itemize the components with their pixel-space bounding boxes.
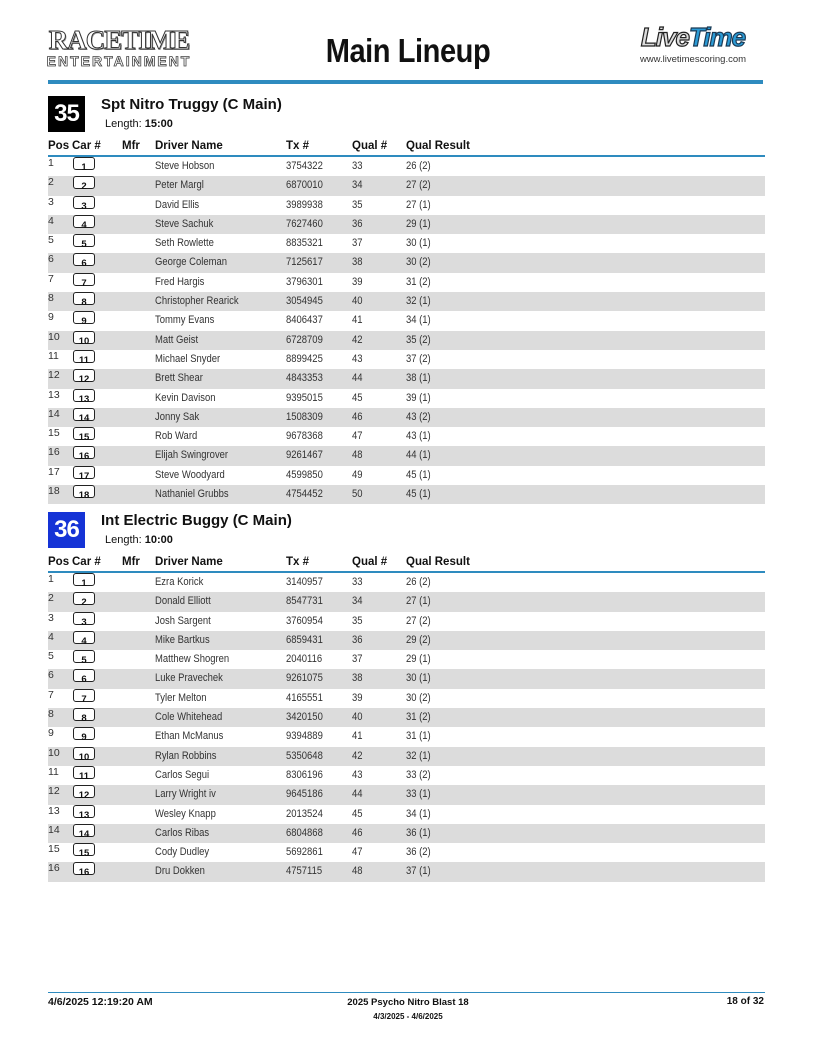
col-qual-result: Qual Result xyxy=(406,140,470,152)
table-row xyxy=(48,369,765,388)
col-car: Car # xyxy=(72,140,101,152)
cell-qual: 34 xyxy=(352,179,363,192)
cell-qual-result: 30 (2) xyxy=(406,691,431,704)
table-row xyxy=(48,612,765,631)
table-row xyxy=(48,292,765,311)
cell-qual-result: 27 (1) xyxy=(406,595,431,608)
logo-line2: ENTERTAINMENT xyxy=(46,53,192,69)
cell-pos: 8 xyxy=(48,708,54,721)
cell-qual-result: 37 (2) xyxy=(406,352,431,365)
cell-pos: 1 xyxy=(48,573,54,585)
cell-qual-result: 27 (2) xyxy=(406,179,431,192)
car-number-box: 10 xyxy=(73,331,95,344)
cell-pos: 3 xyxy=(48,195,54,208)
cell-driver: Christopher Rearick xyxy=(155,295,239,308)
cell-qual: 40 xyxy=(352,711,363,724)
header-divider xyxy=(48,80,763,84)
car-number-box: 6 xyxy=(73,669,95,682)
cell-qual-result: 31 (2) xyxy=(406,711,431,724)
table-row xyxy=(48,573,765,592)
cell-pos: 4 xyxy=(48,214,54,227)
car-number-box: 6 xyxy=(73,253,95,266)
cell-pos: 7 xyxy=(48,272,54,285)
table-row xyxy=(48,747,765,766)
cell-driver: Carlos Ribas xyxy=(155,826,210,839)
cell-tx: 7627460 xyxy=(286,217,323,230)
cell-driver: Carlos Segui xyxy=(155,768,210,781)
cell-pos: 1 xyxy=(48,157,54,169)
cell-driver: Kevin Davison xyxy=(155,391,216,404)
cell-tx: 8547731 xyxy=(286,595,323,608)
car-number-box: 15 xyxy=(73,427,95,440)
cell-pos: 5 xyxy=(48,650,54,663)
table-row xyxy=(48,689,765,708)
livetime-logo xyxy=(620,22,766,65)
cell-qual: 48 xyxy=(352,449,363,462)
table-row xyxy=(48,708,765,727)
cell-qual-result: 34 (1) xyxy=(406,807,431,820)
car-number-box: 7 xyxy=(73,273,95,286)
col-tx: Tx # xyxy=(286,140,310,152)
cell-driver: Rob Ward xyxy=(155,430,198,443)
car-number-box: 11 xyxy=(73,766,95,779)
cell-tx: 9678368 xyxy=(286,430,323,443)
cell-qual-result: 36 (1) xyxy=(406,826,431,839)
cell-pos: 9 xyxy=(48,311,54,324)
table-row xyxy=(48,631,765,650)
race-length xyxy=(105,534,173,546)
car-number-box: 13 xyxy=(73,805,95,818)
cell-tx: 9394889 xyxy=(286,730,323,743)
car-number-box: 9 xyxy=(73,311,95,324)
lineup-table xyxy=(48,573,765,882)
col-pos: Pos xyxy=(48,140,70,152)
footer-event xyxy=(0,997,816,1021)
cell-qual: 47 xyxy=(352,430,363,443)
table-row xyxy=(48,196,765,215)
col-tx: Tx # xyxy=(286,556,310,568)
cell-pos: 11 xyxy=(48,765,59,778)
cell-driver: Michael Snyder xyxy=(155,352,221,365)
table-row xyxy=(48,273,765,292)
cell-qual-result: 35 (2) xyxy=(406,333,431,346)
car-number-box: 18 xyxy=(73,485,95,498)
cell-qual: 43 xyxy=(352,352,363,365)
cell-tx: 3989938 xyxy=(286,198,323,211)
cell-qual-result: 33 (2) xyxy=(406,768,431,781)
cell-pos: 6 xyxy=(48,253,54,266)
cell-tx: 3754322 xyxy=(286,160,323,172)
cell-qual-result: 43 (2) xyxy=(406,410,431,423)
table-row xyxy=(48,427,765,446)
cell-tx: 9645186 xyxy=(286,788,323,801)
cell-qual-result: 44 (1) xyxy=(406,449,431,462)
cell-qual-result: 43 (1) xyxy=(406,430,431,443)
cell-pos: 2 xyxy=(48,592,54,605)
car-number-box: 8 xyxy=(73,708,95,721)
cell-pos: 17 xyxy=(48,465,60,478)
cell-qual-result: 30 (1) xyxy=(406,672,431,685)
cell-tx: 8406437 xyxy=(286,314,323,327)
cell-qual: 45 xyxy=(352,391,363,404)
cell-tx: 8835321 xyxy=(286,237,323,250)
cell-qual: 42 xyxy=(352,749,363,762)
cell-qual-result: 27 (1) xyxy=(406,198,431,211)
cell-tx: 3760954 xyxy=(286,614,323,627)
cell-pos: 10 xyxy=(48,330,60,343)
cell-qual-result: 26 (2) xyxy=(406,576,431,588)
cell-tx: 3054945 xyxy=(286,295,323,308)
race-name: Int Electric Buggy (C Main) xyxy=(101,512,292,529)
cell-tx: 4754452 xyxy=(286,488,323,501)
cell-qual: 48 xyxy=(352,865,363,878)
cell-driver: Seth Rowlette xyxy=(155,237,214,250)
cell-driver: Jonny Sak xyxy=(155,410,200,423)
cell-driver: Mike Bartkus xyxy=(155,633,210,646)
cell-driver: Ezra Korick xyxy=(155,576,204,588)
cell-qual-result: 36 (2) xyxy=(406,846,431,859)
table-row xyxy=(48,157,765,176)
cell-pos: 13 xyxy=(48,804,60,817)
cell-pos: 10 xyxy=(48,746,60,759)
table-row xyxy=(48,669,765,688)
cell-pos: 14 xyxy=(48,407,60,420)
cell-qual-result: 32 (1) xyxy=(406,749,431,762)
cell-pos: 18 xyxy=(48,485,60,498)
length-label: Length: xyxy=(105,534,142,546)
car-number-box: 16 xyxy=(73,862,95,875)
cell-qual-result: 32 (1) xyxy=(406,295,431,308)
cell-tx: 9261075 xyxy=(286,672,323,685)
cell-qual: 35 xyxy=(352,614,363,627)
car-number-box: 14 xyxy=(73,824,95,837)
length-value: 15:00 xyxy=(144,118,173,130)
cell-tx: 5350648 xyxy=(286,749,323,762)
table-row xyxy=(48,824,765,843)
cell-qual-result: 31 (2) xyxy=(406,275,431,288)
table-row xyxy=(48,466,765,485)
cell-tx: 4165551 xyxy=(286,691,323,704)
table-row xyxy=(48,311,765,330)
cell-qual-result: 45 (1) xyxy=(406,468,431,481)
cell-driver: Cole Whitehead xyxy=(155,711,223,724)
cell-pos: 7 xyxy=(48,688,54,701)
cell-driver: Ethan McManus xyxy=(155,730,224,743)
car-number-box: 3 xyxy=(73,196,95,209)
cell-qual-result: 37 (1) xyxy=(406,865,431,878)
cell-qual: 40 xyxy=(352,295,363,308)
col-pos: Pos xyxy=(48,556,70,568)
cell-driver: Matthew Shogren xyxy=(155,653,230,666)
car-number-box: 3 xyxy=(73,612,95,625)
cell-tx: 1508309 xyxy=(286,410,323,423)
cell-driver: Steve Hobson xyxy=(155,160,215,172)
cell-pos: 15 xyxy=(48,843,60,856)
col-driver: Driver Name xyxy=(155,556,223,568)
cell-qual: 34 xyxy=(352,595,363,608)
cell-qual: 44 xyxy=(352,788,363,801)
table-row xyxy=(48,446,765,465)
cell-driver: Nathaniel Grubbs xyxy=(155,488,229,501)
cell-tx: 5692861 xyxy=(286,846,323,859)
cell-tx: 3140957 xyxy=(286,576,323,588)
table-row xyxy=(48,785,765,804)
cell-qual-result: 45 (1) xyxy=(406,488,431,501)
cell-qual: 37 xyxy=(352,653,363,666)
cell-pos: 12 xyxy=(48,785,60,798)
cell-qual: 36 xyxy=(352,217,363,230)
car-number-box: 17 xyxy=(73,466,95,479)
footer-timestamp: 4/6/2025 12:19:20 AM xyxy=(48,996,153,1008)
race-number-badge: 36 xyxy=(48,512,85,548)
car-number-box: 12 xyxy=(73,369,95,382)
cell-driver: Wesley Knapp xyxy=(155,807,216,820)
livetime-url: www.livetimescoring.com xyxy=(639,54,747,65)
cell-qual-result: 30 (1) xyxy=(406,237,431,250)
cell-qual-result: 29 (2) xyxy=(406,633,431,646)
cell-driver: Fred Hargis xyxy=(155,275,205,288)
cell-qual: 36 xyxy=(352,633,363,646)
cell-tx: 6804868 xyxy=(286,826,323,839)
car-number-box: 2 xyxy=(73,176,95,189)
cell-qual-result: 29 (1) xyxy=(406,217,431,230)
cell-qual-result: 33 (1) xyxy=(406,788,431,801)
car-number-box: 5 xyxy=(73,650,95,663)
cell-driver: David Ellis xyxy=(155,198,200,211)
cell-driver: Tommy Evans xyxy=(155,314,215,327)
table-row xyxy=(48,843,765,862)
cell-qual-result: 27 (2) xyxy=(406,614,431,627)
cell-tx: 8899425 xyxy=(286,352,323,365)
cell-qual: 44 xyxy=(352,372,363,385)
table-row xyxy=(48,650,765,669)
cell-tx: 2013524 xyxy=(286,807,323,820)
cell-pos: 15 xyxy=(48,427,60,440)
logo-line1: RACETIME xyxy=(48,25,190,55)
cell-qual: 47 xyxy=(352,846,363,859)
cell-pos: 12 xyxy=(48,369,60,382)
cell-qual: 37 xyxy=(352,237,363,250)
cell-tx: 6728709 xyxy=(286,333,323,346)
car-number-box: 12 xyxy=(73,785,95,798)
car-number-box: 1 xyxy=(73,573,95,586)
lineup-table xyxy=(48,157,765,504)
cell-driver: Peter Margl xyxy=(155,179,204,192)
cell-tx: 4599850 xyxy=(286,468,323,481)
cell-pos: 16 xyxy=(48,446,60,459)
length-value: 10:00 xyxy=(144,534,173,546)
cell-qual: 39 xyxy=(352,691,363,704)
cell-qual-result: 39 (1) xyxy=(406,391,431,404)
cell-pos: 9 xyxy=(48,727,54,740)
cell-qual: 33 xyxy=(352,160,363,172)
cell-qual: 35 xyxy=(352,198,363,211)
cell-pos: 11 xyxy=(48,349,59,362)
col-car: Car # xyxy=(72,556,101,568)
table-header xyxy=(48,556,765,573)
cell-qual: 45 xyxy=(352,807,363,820)
cell-qual: 46 xyxy=(352,826,363,839)
cell-tx: 3420150 xyxy=(286,711,323,724)
col-qual-result: Qual Result xyxy=(406,556,470,568)
table-header xyxy=(48,140,765,157)
car-number-box: 1 xyxy=(73,157,95,170)
car-number-box: 8 xyxy=(73,292,95,305)
table-row xyxy=(48,215,765,234)
cell-tx: 8306196 xyxy=(286,768,323,781)
cell-qual: 50 xyxy=(352,488,363,501)
car-number-box: 10 xyxy=(73,747,95,760)
table-row xyxy=(48,331,765,350)
cell-driver: Steve Woodyard xyxy=(155,468,225,481)
cell-driver: Donald Elliott xyxy=(155,595,211,608)
length-label: Length: xyxy=(105,118,142,130)
col-mfr: Mfr xyxy=(122,556,140,568)
cell-pos: 4 xyxy=(48,630,54,643)
cell-pos: 13 xyxy=(48,388,60,401)
table-row xyxy=(48,592,765,611)
cell-qual-result: 34 (1) xyxy=(406,314,431,327)
cell-qual-result: 38 (1) xyxy=(406,372,431,385)
table-row xyxy=(48,408,765,427)
cell-driver: Matt Geist xyxy=(155,333,199,346)
cell-qual: 33 xyxy=(352,576,363,588)
car-number-box: 15 xyxy=(73,843,95,856)
cell-qual: 38 xyxy=(352,256,363,269)
cell-driver: Cody Dudley xyxy=(155,846,210,859)
cell-pos: 6 xyxy=(48,669,54,682)
cell-qual: 49 xyxy=(352,468,363,481)
cell-driver: Rylan Robbins xyxy=(155,749,217,762)
cell-qual-result: 26 (2) xyxy=(406,160,431,172)
car-number-box: 5 xyxy=(73,234,95,247)
col-mfr: Mfr xyxy=(122,140,140,152)
cell-qual: 43 xyxy=(352,768,363,781)
table-row xyxy=(48,485,765,504)
cell-tx: 2040116 xyxy=(286,653,323,666)
cell-pos: 2 xyxy=(48,176,54,189)
event-name: 2025 Psycho Nitro Blast 18 xyxy=(347,997,469,1008)
cell-qual-result: 31 (1) xyxy=(406,730,431,743)
cell-driver: Luke Pravechek xyxy=(155,672,223,685)
cell-qual: 38 xyxy=(352,672,363,685)
col-qual: Qual # xyxy=(352,140,388,152)
cell-tx: 3796301 xyxy=(286,275,323,288)
cell-tx: 7125617 xyxy=(286,256,323,269)
cell-qual: 41 xyxy=(352,730,363,743)
cell-pos: 16 xyxy=(48,862,60,875)
car-number-box: 11 xyxy=(73,350,95,363)
car-number-box: 4 xyxy=(73,215,95,228)
cell-driver: Steve Sachuk xyxy=(155,217,214,230)
event-dates: 4/3/2025 - 4/6/2025 xyxy=(373,1012,443,1021)
car-number-box: 2 xyxy=(73,592,95,605)
cell-tx: 9395015 xyxy=(286,391,323,404)
footer-divider xyxy=(48,992,765,993)
table-row xyxy=(48,234,765,253)
table-row xyxy=(48,805,765,824)
cell-qual: 46 xyxy=(352,410,363,423)
car-number-box: 13 xyxy=(73,389,95,402)
cell-qual-result: 29 (1) xyxy=(406,653,431,666)
race-name: Spt Nitro Truggy (C Main) xyxy=(101,96,282,113)
cell-driver: Josh Sargent xyxy=(155,614,211,627)
cell-qual: 41 xyxy=(352,314,363,327)
cell-driver: Larry Wright iv xyxy=(155,788,216,801)
table-row xyxy=(48,389,765,408)
cell-driver: Tyler Melton xyxy=(155,691,207,704)
car-number-box: 4 xyxy=(73,631,95,644)
cell-tx: 4757115 xyxy=(286,865,323,878)
page-title: Main Lineup xyxy=(325,32,491,69)
car-number-box: 9 xyxy=(73,727,95,740)
cell-qual: 42 xyxy=(352,333,363,346)
cell-tx: 4843353 xyxy=(286,372,323,385)
cell-pos: 3 xyxy=(48,611,54,624)
cell-driver: Dru Dokken xyxy=(155,865,205,878)
table-row xyxy=(48,253,765,272)
cell-pos: 8 xyxy=(48,292,54,305)
cell-qual-result: 30 (2) xyxy=(406,256,431,269)
cell-qual: 39 xyxy=(352,275,363,288)
livetime-wordmark: LiveTime xyxy=(640,22,746,52)
table-row xyxy=(48,766,765,785)
race-length xyxy=(105,118,173,130)
col-driver: Driver Name xyxy=(155,140,223,152)
car-number-box: 7 xyxy=(73,689,95,702)
table-row xyxy=(48,862,765,881)
cell-tx: 6870010 xyxy=(286,179,323,192)
cell-driver: George Coleman xyxy=(155,256,228,269)
car-number-box: 14 xyxy=(73,408,95,421)
cell-pos: 14 xyxy=(48,823,60,836)
cell-tx: 9261467 xyxy=(286,449,323,462)
car-number-box: 16 xyxy=(73,446,95,459)
cell-tx: 6859431 xyxy=(286,633,323,646)
col-qual: Qual # xyxy=(352,556,388,568)
table-row xyxy=(48,727,765,746)
table-row xyxy=(48,350,765,369)
page-number: 18 of 32 xyxy=(726,996,764,1007)
cell-driver: Brett Shear xyxy=(155,372,203,385)
table-row xyxy=(48,176,765,195)
cell-driver: Elijah Swingrover xyxy=(155,449,229,462)
race-number-badge: 35 xyxy=(48,96,85,132)
cell-pos: 5 xyxy=(48,234,54,247)
